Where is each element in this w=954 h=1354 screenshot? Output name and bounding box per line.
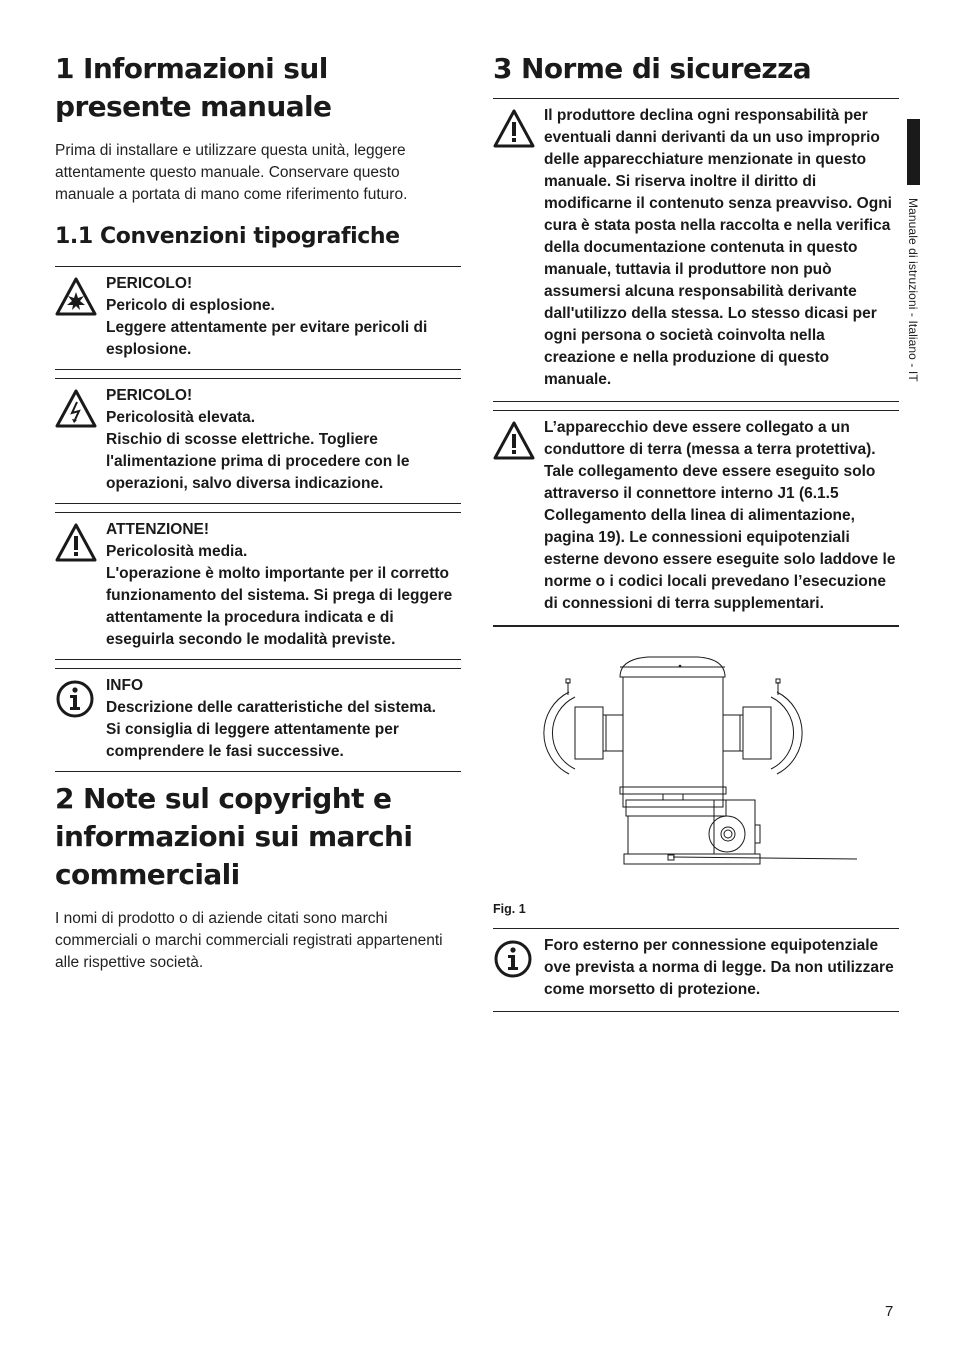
right-column <box>493 50 899 1012</box>
left-column <box>55 50 461 974</box>
notice-title: PERICOLO! <box>106 275 193 292</box>
info-icon <box>55 679 97 719</box>
camera-housing-drawing <box>493 637 899 907</box>
notice-level: Pericolo di esplosione. <box>106 297 275 314</box>
notice-description: Leggere attentamente per evitare pericoli di esplosione. <box>106 319 428 358</box>
section-1-body: Prima di installare e utilizzare questa unità, leggere attentamente questo manuale. Conservare questo manuale a portata di mano come riferimento futuro. <box>55 142 408 203</box>
notice-info <box>55 668 461 772</box>
section-1-heading: 1 Informazioni sul presente manuale <box>55 52 332 123</box>
info-icon <box>493 939 535 979</box>
section-3-heading: 3 Norme di sicurezza <box>493 52 812 85</box>
notice-danger-explosion <box>55 266 461 370</box>
notice-description: Si consiglia di leggere attentamente per comprendere le fasi successive. <box>106 721 399 760</box>
notice-text: L’apparecchio deve essere collegato a un conduttore di terra (messa a terra protettiva). Tale collegamento deve essere eseguito solo attraverso il connettore interno J1 (6.1.5 Collegamento della linea di alimentazione, pagina 19). Le connessioni equipotenziali esterne devono essere eseguite solo laddove le norme o i codici locali prevedano l’esecuzione di connessioni di terra supplementari. <box>544 419 896 612</box>
warning-icon <box>55 523 97 563</box>
notice-description: L'operazione è molto importante per il corretto funzionamento del sistema. Si prega di leggere attentamente la procedura indicata e di eseguirla secondo le modalità previste. <box>106 565 453 648</box>
notice-level: Pericolosità elevata. <box>106 409 256 426</box>
notice-title: ATTENZIONE! <box>106 521 210 538</box>
notice-text: Foro esterno per connessione equipotenziale ove prevista a norma di legge. Da non utilizzare come morsetto di protezione. <box>544 937 894 998</box>
notice-level: Pericolosità media. <box>106 543 248 560</box>
notice-danger-voltage <box>55 378 461 504</box>
warning-icon <box>493 421 535 461</box>
notice-attention <box>55 512 461 660</box>
safety-notice-liability <box>493 98 899 402</box>
section-tab-marker <box>907 119 920 185</box>
section-2-body: I nomi di prodotto o di aziende citati sono marchi commerciali o marchi commerciali registrati appartenenti alle rispettive società. <box>55 910 443 971</box>
high-voltage-icon <box>55 389 97 429</box>
notice-title: PERICOLO! <box>106 387 193 404</box>
running-header: Manuale di istruzioni - Italiano - IT <box>906 198 920 382</box>
notice-description: Rischio di scosse elettriche. Togliere l'alimentazione prima di procedere con le operazioni, salvo diversa indicazione. <box>106 431 410 492</box>
page-number: 7 <box>885 1303 894 1320</box>
explosion-icon <box>55 277 97 317</box>
safety-notice-equipotential <box>493 928 899 1012</box>
figure-1 <box>493 626 899 896</box>
warning-icon <box>493 109 535 149</box>
section-1-1-heading: 1.1 Convenzioni tipografiche <box>55 224 400 249</box>
section-2-heading: 2 Note sul copyright e informazioni sui marchi commerciali <box>55 782 413 891</box>
notice-text: Il produttore declina ogni responsabilità per eventuali danni derivanti da un uso improprio delle apparecchiature menzionate in questo manuale. Si riserva inoltre il diritto di modificarne il contenuto senza preavviso. Ogni cura è stata posta nella raccolta e nella verifica della documentazione contenuta in questo manuale, tuttavia il produttore non può assumersi alcuna responsabilità derivante dall'utilizzo della stessa. Lo stesso dicasi per ogni persona o società coinvolta nella creazione e nella produzione di questo manuale. <box>544 107 892 388</box>
figure-caption: Fig. 1 <box>493 902 526 916</box>
safety-notice-grounding <box>493 410 899 626</box>
notice-level: Descrizione delle caratteristiche del sistema. <box>106 699 436 716</box>
notice-title: INFO <box>106 677 144 694</box>
